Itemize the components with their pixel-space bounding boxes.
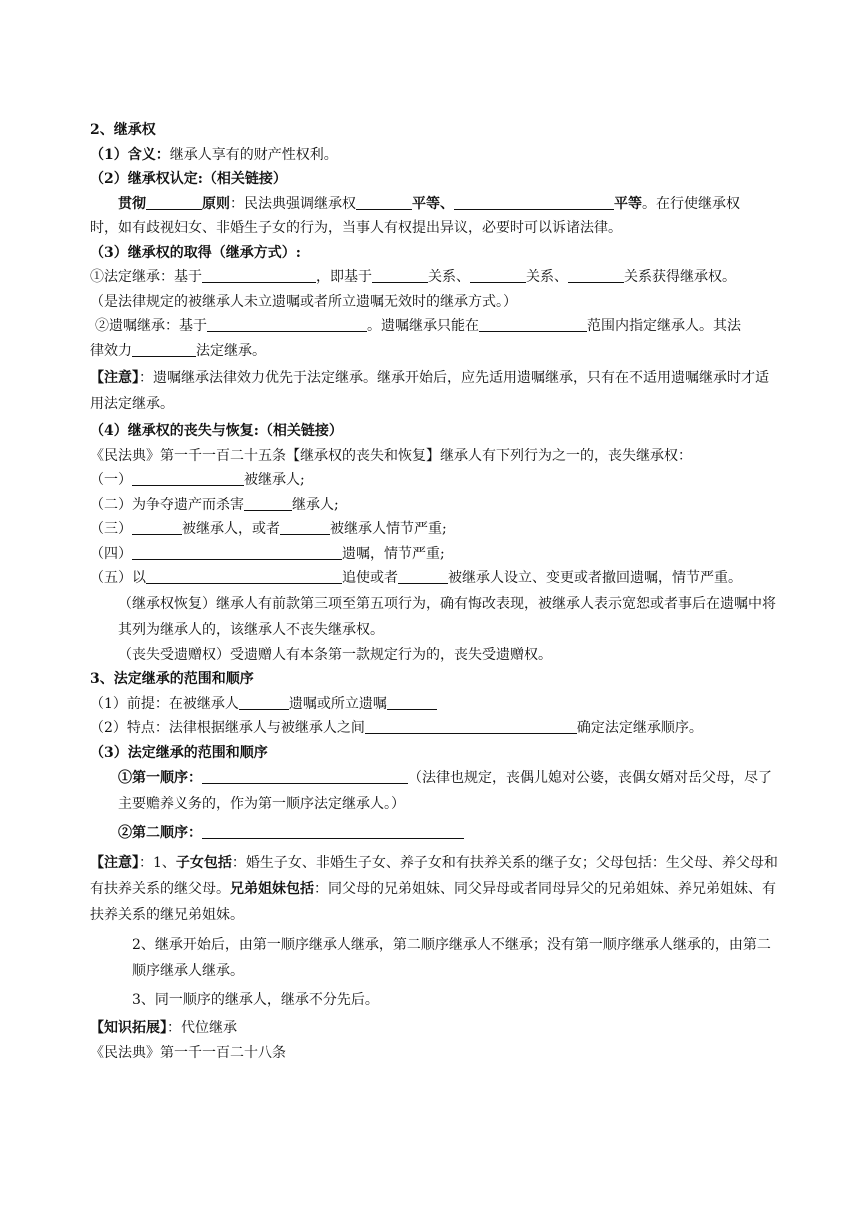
- principle-text-e: 平等: [614, 195, 642, 212]
- meaning-line: [90, 143, 780, 168]
- first-order-label: ①第一顺序：: [118, 770, 202, 786]
- will-effect-blank[interactable]: [132, 341, 196, 357]
- loss-item-5-text-b: 追使或者: [342, 570, 398, 586]
- note-2-siblings-label: 兄弟姐妹包括: [230, 880, 314, 897]
- loss-item-2-blank[interactable]: [244, 495, 292, 511]
- loss-item-5: [90, 566, 780, 591]
- note-2-point-3: 3、同一顺序的继承人，继承不分先后。: [132, 991, 379, 1008]
- premise-blank-1[interactable]: [239, 694, 289, 710]
- will-scope-blank[interactable]: [479, 316, 587, 332]
- principle-text-d: 平等、: [412, 195, 454, 212]
- legatee-paragraph: （丧失受遗赠权）受遗赠人有本条第一款规定行为的，丧失受遗赠权。: [118, 646, 552, 663]
- legal-inheritance-text-e: 关系获得继承权。: [624, 269, 736, 285]
- legal-inheritance-note: （是法律规定的被继承人未立遗嘱或者所立遗嘱无效时的继承方式。）: [90, 293, 517, 310]
- first-order-line: [90, 765, 780, 817]
- principle-label-a: 贯彻: [118, 195, 146, 212]
- relation-blank-1[interactable]: [372, 267, 428, 283]
- loss-item-1-text: 被继承人;: [244, 472, 305, 488]
- note-1: [90, 365, 780, 417]
- principle-text-f: 。在行使继承权: [642, 195, 740, 212]
- extension-heading: 【知识拓展】: [90, 1020, 167, 1036]
- loss-item-5-blank-1[interactable]: [146, 568, 342, 584]
- extension-line: [90, 1016, 780, 1041]
- legal-inheritance-text-c: 关系、: [428, 269, 470, 285]
- will-inheritance-text-c: 范围内指定继承人。其法: [587, 318, 741, 334]
- feature-line: [90, 716, 780, 741]
- legal-inheritance-text-b: ，即基于: [316, 269, 372, 285]
- principle-continued: 时，如有歧视妇女、非婚生子女的行为，当事人有权提出异议，必要时可以诉诸法律。: [90, 220, 622, 236]
- note-2-heading: 【注意】: [90, 854, 139, 871]
- feature-blank[interactable]: [365, 718, 577, 734]
- first-order-text: （法律也规定，丧偶儿媳对公婆，丧偶女婿对岳父母，尽了主要赡养义务的，作为第一顺序法定继承人。）: [118, 770, 772, 812]
- will-inheritance-line: [90, 314, 780, 339]
- note-2-point-2: 2、继承开始后，由第一顺序继承人继承，第二顺序继承人不继承；没有第一顺序继承人继承的，由第二顺序继承人继承。: [132, 936, 771, 979]
- equality-blank-2[interactable]: [454, 194, 614, 210]
- premise-text-a: （1）前提：在被继承人: [90, 695, 239, 712]
- relation-blank-3[interactable]: [568, 267, 624, 283]
- loss-item-3-text-c: 被继承人情节严重;: [330, 521, 447, 537]
- restore-paragraph: （继承权恢复）继承人有前款第三项至第五项行为，确有悔改表现，被继承人表示宽恕或者事后在遗嘱中将其列为继承人的，该继承人不丧失继承权。: [118, 595, 776, 638]
- will-effect-label: 律效力: [90, 342, 132, 359]
- loss-item-3-number: （三）: [90, 521, 132, 537]
- section-3-title: 3、法定继承的范围和顺序: [90, 671, 254, 687]
- loss-item-4-text: 遗嘱，情节严重;: [342, 545, 445, 562]
- loss-item-5-text-c: 被继承人设立、变更或者撤回遗嘱，情节严重。: [448, 570, 742, 586]
- will-inheritance-label: ②遗嘱继承：基于: [95, 318, 207, 334]
- loss-item-3: [90, 517, 780, 542]
- loss-item-3-blank-2[interactable]: [280, 519, 330, 535]
- will-effect-line: [90, 339, 780, 364]
- second-order-label: ②第二顺序：: [118, 825, 202, 841]
- loss-item-2-text-a: （二）为争夺遗产而杀害: [90, 496, 244, 513]
- note-1-heading: 【注意】: [90, 370, 139, 386]
- recognition-heading: （2）继承权认定:（相关链接）: [90, 171, 287, 187]
- feature-text-a: （2）特点：法律根据继承人与被继承人之间: [90, 720, 365, 736]
- meaning-heading: （1）含义：: [90, 146, 170, 163]
- loss-item-3-text-b: 被继承人，或者: [182, 521, 280, 537]
- loss-item-4: [90, 542, 780, 567]
- premise-line: [90, 692, 780, 717]
- first-order-blank[interactable]: [202, 768, 408, 784]
- legal-inheritance-label: ①法定继承：基于: [90, 269, 202, 285]
- principle-blank[interactable]: [146, 194, 202, 210]
- premise-blank-2[interactable]: [387, 694, 437, 710]
- note-1-text: ：遗嘱继承法律效力优先于法定继承。继承开始后，应先适用遗嘱继承，只有在不适用遗嘱继承时才适用法定继承。: [90, 370, 769, 412]
- principle-text-c: ：民法典强调继承权: [230, 195, 356, 212]
- loss-item-1: [90, 468, 780, 493]
- civil-code-1128: 《民法典》第一千一百二十八条: [90, 1044, 286, 1061]
- relation-blank-2[interactable]: [470, 267, 526, 283]
- meaning-text: 继承人享有的财产性权利。: [169, 146, 338, 163]
- loss-item-5-blank-2[interactable]: [398, 568, 448, 584]
- acquisition-heading: （3）继承权的取得（继承方式）:: [90, 244, 301, 261]
- note-2-number-1: ：1、: [139, 854, 176, 871]
- section-2-title: 2、继承权: [90, 122, 156, 138]
- scope-order-heading: （3）法定继承的范围和顺序: [90, 744, 268, 761]
- loss-item-1-blank[interactable]: [132, 470, 244, 486]
- legal-inheritance-text-d: 关系、: [526, 269, 568, 285]
- premise-text-b: 遗嘱或所立遗嘱: [288, 695, 387, 712]
- note-2-children-label: 子女包括: [175, 854, 232, 871]
- loss-item-5-text-a: （五）以: [90, 570, 146, 586]
- loss-item-3-blank-1[interactable]: [132, 519, 182, 535]
- loss-restore-heading: （4）继承权的丧失与恢复:（相关链接）: [90, 423, 343, 439]
- loss-item-4-number: （四）: [90, 545, 132, 562]
- principle-label-b: 原则: [202, 195, 230, 212]
- will-effect-text: 法定继承。: [196, 342, 266, 359]
- will-inheritance-text-b: 。遗嘱继承只能在: [367, 318, 479, 334]
- equality-blank-1[interactable]: [356, 194, 412, 210]
- legal-basis-blank[interactable]: [202, 267, 316, 283]
- second-order-blank[interactable]: [202, 823, 464, 839]
- document-page: [90, 118, 780, 1065]
- note-2-children-text: ：婚生子女、非婚生子女、养子女和有扶养关系的继子女；父母包括：生父母、养父母和有扶养关系的继父母。: [90, 854, 778, 897]
- feature-text-b: 确定法定继承顺序。: [576, 720, 703, 736]
- loss-item-2-text-b: 继承人;: [292, 496, 339, 513]
- extension-text: ：代位继承: [167, 1020, 237, 1036]
- second-order-line: [90, 821, 780, 846]
- note-2: [90, 850, 780, 928]
- will-basis-blank[interactable]: [207, 316, 367, 332]
- civil-code-1125: 《民法典》第一千一百二十五条【继承权的丧失和恢复】继承人有下列行为之一的，丧失继承权：: [90, 447, 692, 464]
- loss-item-2: [90, 493, 780, 518]
- note-2-siblings-text: ：同父母的兄弟姐妹、同父异母或者同母异父的兄弟姐妹、养兄弟姐妹、有扶养关系的继兄弟姐妹。: [90, 880, 776, 923]
- principle-line: [90, 192, 780, 217]
- loss-item-1-number: （一）: [90, 472, 132, 488]
- loss-item-4-blank[interactable]: [132, 544, 342, 560]
- legal-inheritance-line: [90, 265, 780, 290]
